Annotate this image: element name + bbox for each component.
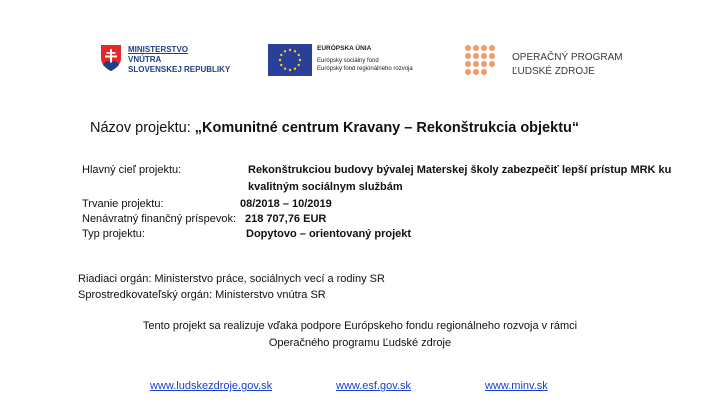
eu-line2: Európsky fond regionálneho rozvoja	[317, 66, 413, 72]
op-logo	[464, 44, 634, 80]
support-line1: Tento projekt sa realizuje vďaka podpore Európskeho fondu regionálneho rozvoja v rámci	[142, 320, 578, 332]
eu-logo	[268, 44, 438, 80]
link-ludskezdroje[interactable]: www.ludskezdroje.gov.sk	[150, 380, 273, 392]
eu-heading: EURÓPSKA ÚNIA	[317, 45, 372, 52]
goal-value-line2: kvalitným sociálnym službám	[248, 181, 403, 193]
ministry-logo	[100, 44, 240, 84]
op-line1: OPERAČNÝ PROGRAM	[512, 52, 623, 63]
ministry-line2: VNÚTRA	[128, 55, 162, 64]
op-line2: ĽUDSKÉ ZDROJE	[512, 66, 595, 77]
ministry-line3: SLOVENSKEJ REPUBLIKY	[128, 65, 231, 74]
title-name: „Komunitné centrum Kravany – Rekonštrukcia objektu“	[194, 120, 580, 136]
ministry-line1: MINISTERSTVO	[128, 45, 189, 54]
project-title	[90, 120, 579, 136]
duration-value: 08/2018 – 10/2019	[240, 198, 332, 210]
goal-value-line1: Rekonštrukciou budovy bývalej Materskej školy zabezpečiť lepší prístup MRK ku	[248, 164, 672, 176]
funding-value: 218 707,76 EUR	[245, 213, 327, 225]
intermediate-body: Sprostredkovateľský orgán: Ministerstvo vnútra SR	[78, 289, 326, 301]
dots-grid-icon	[464, 44, 502, 80]
slovak-coat-of-arms-icon	[100, 44, 122, 72]
title-prefix: Názov projektu:	[90, 120, 195, 136]
link-esf[interactable]: www.esf.gov.sk	[336, 380, 411, 392]
eu-flag-icon	[268, 44, 312, 76]
managing-body: Riadiaci orgán: Ministerstvo práce, sociálnych vecí a rodiny SR	[78, 273, 385, 285]
support-line2: Operačného programu Ľudské zdroje	[268, 337, 452, 349]
funding-label: Nenávratný finančný príspevok:	[82, 213, 237, 225]
duration-label: Trvanie projektu:	[82, 198, 164, 210]
eu-line1: Európsky sociálny fond	[317, 58, 379, 64]
type-value: Dopytovo – orientovaný projekt	[246, 228, 412, 240]
goal-label: Hlavný cieľ projektu:	[82, 164, 182, 176]
type-label: Typ projektu:	[82, 228, 145, 240]
link-minv[interactable]: www.minv.sk	[485, 380, 548, 392]
